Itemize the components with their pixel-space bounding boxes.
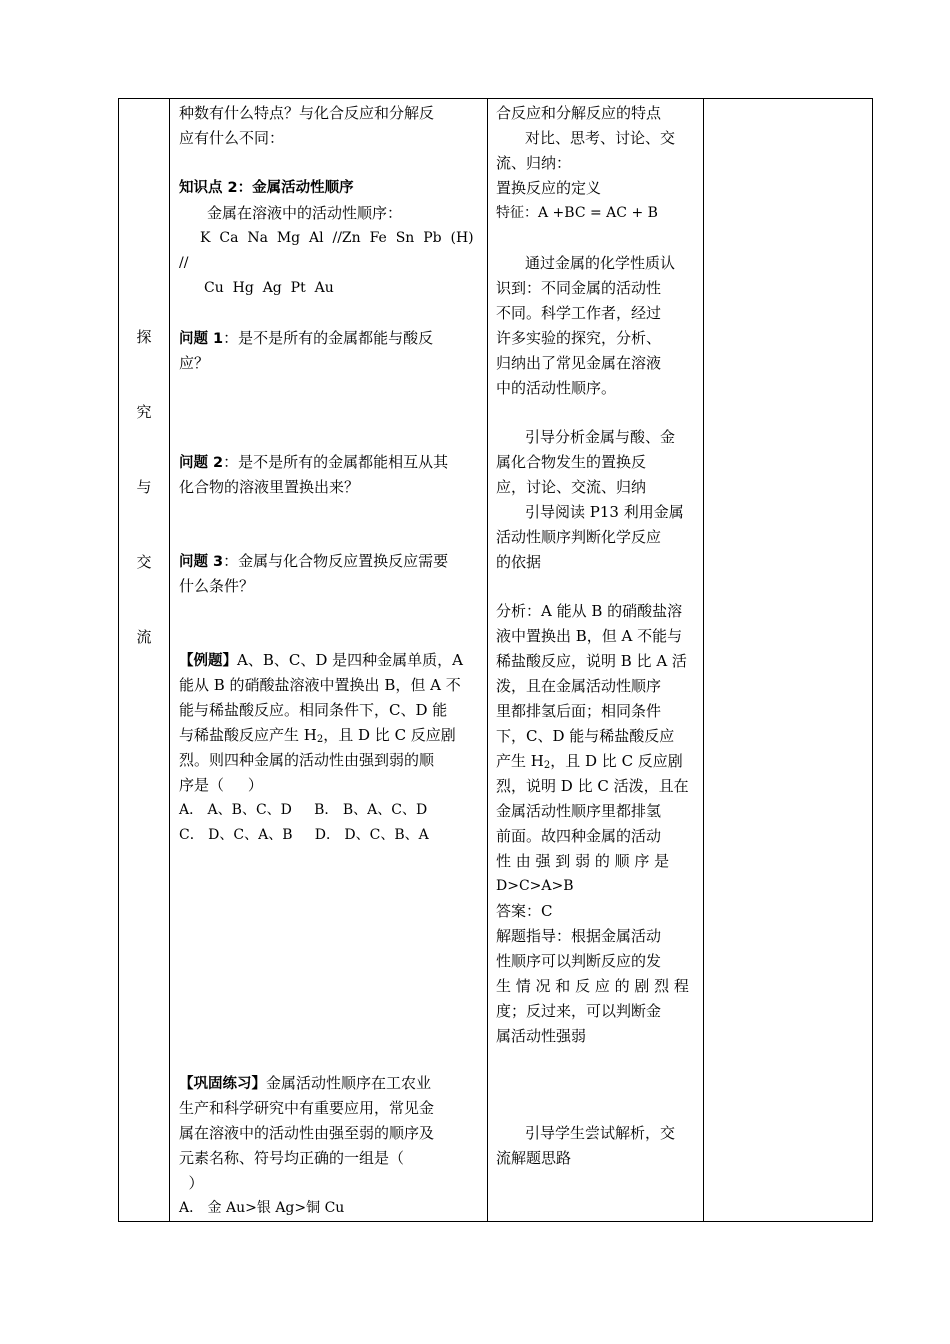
knowledge-point-title: 知识点 2：金属活动性顺序 [179,180,354,196]
analysis-line: 里都排氢后面；相同条件 [496,702,662,720]
example-line: 【例题】A、B、C、D 是四种金属单质，A [179,651,463,669]
question-1: 问题 1：是不是所有的金属都能与酸反 [179,329,434,347]
analysis-line: 性 由 强 到 弱 的 顺 序 是 [496,852,670,870]
analysis-line: 前面。故四种金属的活动 [496,827,662,845]
example-options: A． A、B、C、D B． B、A、C、D [179,802,428,818]
guide-line: 归纳出了常见金属在溶液 [496,354,662,372]
section-label-char: 究 [136,403,152,421]
guide-line: 属化合物发生的置换反 [496,453,647,471]
tip-line: 解题指导：根据金属活动 [496,927,662,945]
guide-line: 流解题思路 [496,1149,572,1167]
activity-series-line: // [179,255,189,271]
section-label-char: 与 [136,478,152,496]
tip-line: 属活动性强弱 [496,1027,587,1045]
guide-line: 对比、思考、讨论、交 [525,129,676,147]
teacher-content-cell [170,99,488,1222]
question-label: 问题 1 [179,331,224,347]
notes-cell [704,99,873,1222]
example-line: 能从 B 的硝酸盐溶液中置换出 B，但 A 不 [179,676,461,694]
question-3-cont: 什么条件？ [179,577,255,595]
question-label: 问题 3 [179,554,224,570]
table-row [119,99,873,1222]
practice-line: 生产和科学研究中有重要应用，常见金 [179,1099,435,1117]
tip-line: 性顺序可以判断反应的发 [496,952,662,970]
guide-line: 引导分析金属与酸、金 [525,428,676,446]
section-label-cell [119,99,170,1222]
question-2-cont: 化合物的溶液里置换出来？ [179,478,360,496]
analysis-line: 液中置换出 B，但 A 不能与 [496,627,683,645]
analysis-line: 分析：A 能从 B 的硝酸盐溶 [496,602,683,620]
guide-line: 合反应和分解反应的特点 [496,104,662,122]
section-label-char: 交 [136,553,152,571]
guide-line: 通过金属的化学性质认 [525,254,676,272]
question-1-cont: 应？ [179,354,210,372]
analysis-line: 稀盐酸反应，说明 B 比 A 活 [496,652,687,670]
kp2-description: 金属在溶液中的活动性顺序： [207,204,403,222]
question-2: 问题 2：是不是所有的金属都能相互从其 [179,453,449,471]
question-label: 问题 2 [179,455,224,471]
lesson-plan-table [118,98,873,1222]
practice-line: 属在溶液中的活动性由强至弱的顺序及 [179,1124,435,1142]
intro-line: 应有什么不同： [179,129,285,147]
tip-line: 生 情 况 和 反 应 的 剧 烈 程 [496,977,689,995]
guide-line: 应，讨论、交流、归纳 [496,478,647,496]
practice-label: 【巩固练习】 [179,1076,266,1092]
student-activity-cell [488,99,704,1222]
guide-line: 中的活动性顺序。 [496,379,617,397]
example-line: 能与稀盐酸反应。相同条件下，C、D 能 [179,701,448,719]
section-label-char: 流 [136,628,152,646]
guide-line: 的依据 [496,553,542,571]
guide-line: 置换反应的定义 [496,179,602,197]
activity-series-line: Cu Hg Ag Pt Au [204,280,334,296]
answer-line: 答案：C [496,902,553,920]
analysis-line: 金属活动性顺序里都排氢 [496,802,662,820]
example-line: 烈。则四种金属的活动性由强到弱的顺 [179,751,435,769]
practice-line: ） [179,1174,204,1192]
activity-series-line: K Ca Na Mg Al //Zn Fe Sn Pb (H) [200,230,474,246]
guide-line: 识到：不同金属的活动性 [496,279,662,297]
tip-line: 度；反过来，可以判断金 [496,1002,662,1020]
analysis-line: 产生 $H_2$，且 D 比 C 反应剧 [496,752,683,771]
section-label-char: 探 [136,328,152,346]
practice-line: 元素名称、符号均正确的一组是（ [179,1149,405,1167]
guide-line: 引导阅读 P13 利用金属 [525,503,684,521]
example-label: 【例题】 [179,653,237,669]
intro-line: 种数有什么特点？与化合反应和分解反 [179,104,435,122]
guide-line: 活动性顺序判断化学反应 [496,528,662,546]
analysis-line: D>C>A>B [496,878,574,894]
practice-option-a: A． 金 Au>银 Ag>铜 Cu [179,1200,345,1216]
analysis-line: 烈，说明 D 比 C 活泼，且在 [496,777,689,795]
question-3: 问题 3：金属与化合物反应置换反应需要 [179,552,449,570]
example-line: 序是（ ） [179,776,263,794]
guide-line: 引导学生尝试解析，交 [525,1124,676,1142]
example-options: C． D、C、A、B D． D、C、B、A [179,827,429,843]
guide-line: 流、归纳： [496,154,572,172]
analysis-line: 泼，且在金属活动性顺序 [496,677,662,695]
practice-line: 【巩固练习】金属活动性顺序在工农业 [179,1074,432,1092]
guide-line: 不同。科学工作者，经过 [496,304,662,322]
example-line: 与稀盐酸反应产生 $H_2$，且 D 比 C 反应剧 [179,726,456,745]
guide-line: 特征：A +BC = AC + B [496,205,658,221]
analysis-line: 下，C、D 能与稀盐酸反应 [496,727,675,745]
guide-line: 许多实验的探究，分析、 [496,329,662,347]
